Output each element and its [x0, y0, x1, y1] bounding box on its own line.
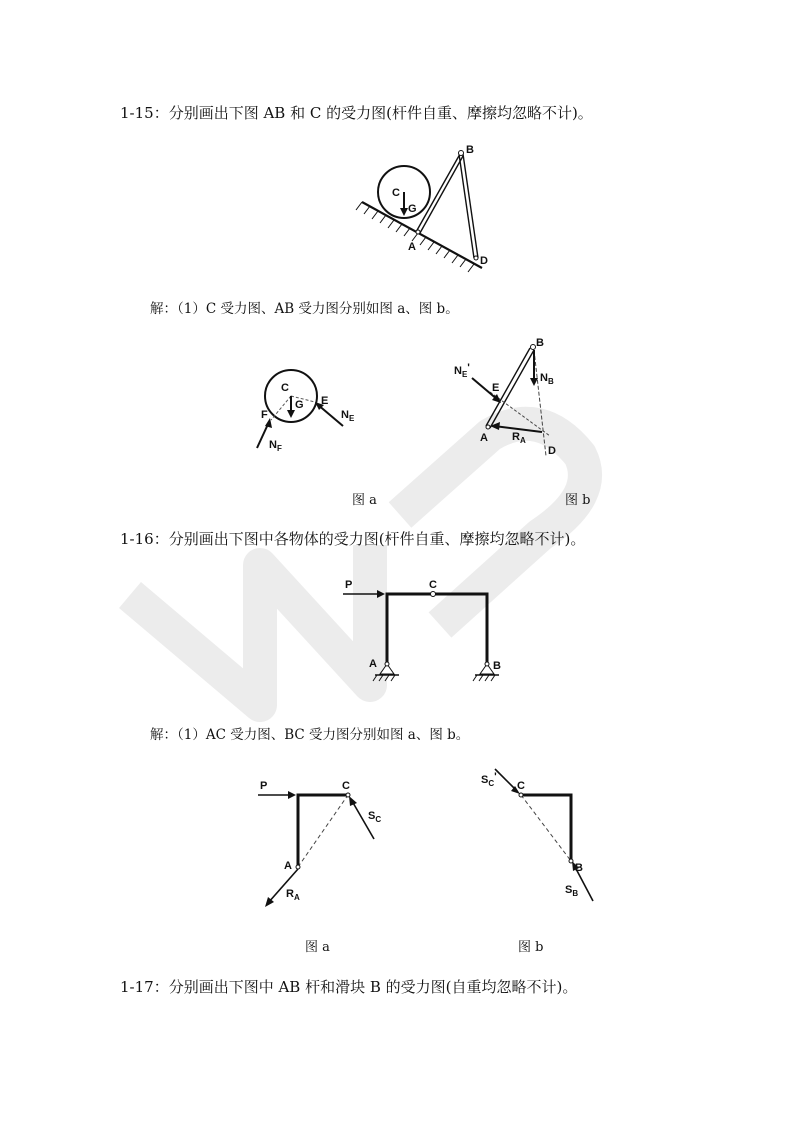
svg-text:B: B	[466, 144, 474, 156]
svg-text:A: A	[369, 658, 377, 670]
svg-text:G: G	[295, 399, 304, 411]
svg-text:RA: $R_A$	[286, 888, 300, 902]
svg-text:P: P	[345, 579, 353, 591]
svg-text:A: A	[284, 860, 292, 872]
svg-text:G: G	[408, 203, 417, 215]
question-1-16: 1-16：分别画出下图中各物体的受力图(杆件自重、摩擦均忽略不计)。	[120, 530, 586, 548]
svg-text:C: C	[429, 579, 437, 591]
figure-1-16-b	[475, 765, 605, 910]
caption-1-15-a: 图 a	[352, 493, 377, 508]
svg-text:B: B	[493, 660, 501, 672]
svg-text:SC: $S_C$	[368, 810, 382, 824]
svg-text:B: B	[575, 862, 583, 874]
svg-text:E: E	[492, 382, 500, 394]
figure-1-16-main	[335, 570, 515, 690]
solution-1-15: 解：（1）C 受力图、AB 受力图分别如图 a、图 b。	[150, 301, 459, 317]
figure-1-16-a	[250, 775, 400, 915]
caption-1-16-a: 图 a	[305, 940, 330, 955]
question-1-17: 1-17：分别画出下图中 AB 杆和滑块 B 的受力图(自重均忽略不计)。	[120, 978, 578, 996]
svg-text:A: A	[408, 241, 416, 253]
svg-text:C: C	[281, 382, 289, 394]
svg-text:B: B	[536, 337, 544, 349]
svg-text:E: E	[321, 395, 329, 407]
caption-1-15-b: 图 b	[565, 493, 591, 508]
svg-text:NB: $N_B$	[540, 372, 554, 386]
svg-text:C: C	[517, 780, 525, 792]
svg-text:D: D	[480, 255, 488, 267]
svg-text:F: F	[261, 409, 268, 421]
svg-text:NE: $N_E$	[341, 409, 355, 423]
svg-text:C: C	[342, 780, 350, 792]
question-1-15: 1-15：分别画出下图 AB 和 C 的受力图(杆件自重、摩擦均忽略不计)。	[120, 104, 593, 122]
svg-text:D: D	[548, 445, 556, 457]
svg-text:C: C	[392, 187, 400, 199]
svg-text:P: P	[260, 780, 268, 792]
svg-text:NE': $N_E'$	[454, 362, 470, 379]
solution-1-16: 解：（1）AC 受力图、BC 受力图分别如图 a、图 b。	[150, 727, 470, 743]
svg-text:SC': $S_C'$	[481, 771, 497, 788]
svg-text:NF: $N_F$	[269, 439, 282, 453]
caption-1-16-b: 图 b	[518, 940, 544, 955]
svg-text:A: A	[480, 432, 488, 444]
figure-1-15-a	[245, 360, 375, 460]
svg-text:SB: $S_B$	[565, 884, 579, 898]
svg-text:RA: $R_A$	[512, 431, 526, 445]
figure-1-15-main	[350, 140, 500, 285]
figure-1-15-b	[450, 332, 590, 462]
